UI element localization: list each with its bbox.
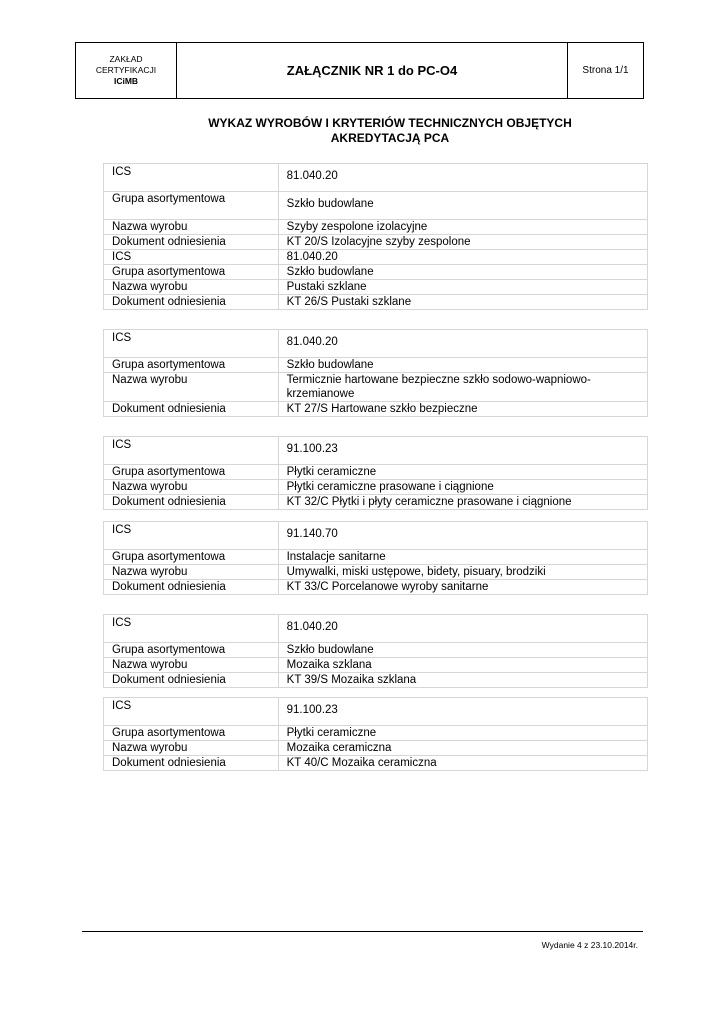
value-document: KT 20/S Izolacyjne szyby zespolone xyxy=(278,235,647,250)
value-group: Płytki ceramiczne xyxy=(278,465,647,480)
label-group: Grupa asortymentowa xyxy=(104,550,279,565)
value-product: Szyby zespolone izolacyjne xyxy=(278,220,647,235)
product-table-1 xyxy=(103,163,648,250)
value-document: KT 33/C Porcelanowe wyroby sanitarne xyxy=(278,580,647,595)
label-group: Grupa asortymentowa xyxy=(104,643,279,658)
product-table-2 xyxy=(103,249,648,310)
table-row-ics xyxy=(104,522,648,550)
product-table-7 xyxy=(103,697,648,771)
document-header xyxy=(75,42,644,99)
label-ics: ICS xyxy=(104,250,279,265)
table-row-group xyxy=(104,192,648,220)
value-product: Mozaika ceramiczna xyxy=(278,741,647,756)
document-title-line-2: AKREDYTACJĄ PCA xyxy=(330,131,450,145)
table-row-group xyxy=(104,358,648,373)
value-group: Instalacje sanitarne xyxy=(278,550,647,565)
label-document: Dokument odniesienia xyxy=(104,673,279,688)
label-ics: ICS xyxy=(104,615,279,643)
label-document: Dokument odniesienia xyxy=(104,235,279,250)
value-group: Szkło budowlane xyxy=(278,358,647,373)
label-product: Nazwa wyrobu xyxy=(104,480,279,495)
value-ics: 81.040.20 xyxy=(278,330,647,358)
label-document: Dokument odniesienia xyxy=(104,402,279,417)
table-row-document xyxy=(104,580,648,595)
label-document: Dokument odniesienia xyxy=(104,295,279,310)
value-group: Szkło budowlane xyxy=(278,192,647,220)
table-row-ics xyxy=(104,615,648,643)
value-document: KT 39/S Mozaika szklana xyxy=(278,673,647,688)
value-document: KT 27/S Hartowane szkło bezpieczne xyxy=(278,402,647,417)
table-row-ics xyxy=(104,250,648,265)
value-document: KT 40/C Mozaika ceramiczna xyxy=(278,756,647,771)
table-row-group xyxy=(104,265,648,280)
product-table-5 xyxy=(103,521,648,595)
table-row-document xyxy=(104,495,648,510)
edition-note: Wydanie 4 z 23.10.2014r. xyxy=(541,940,638,950)
certification-office xyxy=(76,43,177,98)
table-row-product xyxy=(104,280,648,295)
value-document: KT 26/S Pustaki szklane xyxy=(278,295,647,310)
label-ics: ICS xyxy=(104,437,279,465)
table-row-document xyxy=(104,402,648,417)
value-ics: 81.040.20 xyxy=(278,250,647,265)
product-table-4 xyxy=(103,436,648,510)
table-row-ics xyxy=(104,437,648,465)
product-table-6 xyxy=(103,614,648,688)
table-row-ics xyxy=(104,164,648,192)
table-row-document xyxy=(104,756,648,771)
table-row-product xyxy=(104,220,648,235)
value-product: Mozaika szklana xyxy=(278,658,647,673)
value-group: Szkło budowlane xyxy=(278,265,647,280)
value-ics: 81.040.20 xyxy=(278,615,647,643)
label-product: Nazwa wyrobu xyxy=(104,741,279,756)
label-ics: ICS xyxy=(104,698,279,726)
value-ics: 91.140.70 xyxy=(278,522,647,550)
label-group: Grupa asortymentowa xyxy=(104,465,279,480)
annex-title: ZAŁĄCZNIK NR 1 do PC-O4 xyxy=(286,63,458,78)
table-row-document xyxy=(104,235,648,250)
table-row-group xyxy=(104,550,648,565)
label-group: Grupa asortymentowa xyxy=(104,726,279,741)
table-row-ics xyxy=(104,330,648,358)
label-product: Nazwa wyrobu xyxy=(104,220,279,235)
label-document: Dokument odniesienia xyxy=(104,580,279,595)
label-product: Nazwa wyrobu xyxy=(104,565,279,580)
page-number: Strona 1/1 xyxy=(567,43,643,98)
label-ics: ICS xyxy=(104,330,279,358)
value-document: KT 32/C Płytki i płyty ceramiczne prasowane i ciągnione xyxy=(278,495,647,510)
label-document: Dokument odniesienia xyxy=(104,756,279,771)
label-group: Grupa asortymentowa xyxy=(104,358,279,373)
table-row-product xyxy=(104,565,648,580)
table-row-product xyxy=(104,658,648,673)
org-name: ICiMB xyxy=(113,76,139,86)
label-product: Nazwa wyrobu xyxy=(104,280,279,295)
table-row-group xyxy=(104,465,648,480)
table-row-group xyxy=(104,726,648,741)
label-ics: ICS xyxy=(104,522,279,550)
value-product: Umywalki, miski ustępowe, bidety, pisuary, brodziki xyxy=(278,565,647,580)
value-group: Szkło budowlane xyxy=(278,643,647,658)
org-line-2: CERTYFIKACJI xyxy=(95,65,157,75)
table-row-document xyxy=(104,673,648,688)
label-group: Grupa asortymentowa xyxy=(104,265,279,280)
label-group: Grupa asortymentowa xyxy=(104,192,279,220)
value-ics: 81.040.20 xyxy=(278,164,647,192)
document-title-line-1: WYKAZ WYROBÓW I KRYTERIÓW TECHNICZNYCH OBJĘTYCH xyxy=(208,116,572,130)
table-row-product xyxy=(104,741,648,756)
org-line-1: ZAKŁAD xyxy=(109,54,143,64)
value-product: Płytki ceramiczne prasowane i ciągnione xyxy=(278,480,647,495)
label-product: Nazwa wyrobu xyxy=(104,658,279,673)
value-ics: 91.100.23 xyxy=(278,698,647,726)
product-table-3 xyxy=(103,329,648,417)
table-row-product xyxy=(104,480,648,495)
table-row-product xyxy=(104,373,648,402)
value-ics: 91.100.23 xyxy=(278,437,647,465)
label-document: Dokument odniesienia xyxy=(104,495,279,510)
value-product: Termicznie hartowane bezpieczne szkło sodowo-wapniowo-krzemianowe xyxy=(278,373,647,402)
value-product: Pustaki szklane xyxy=(278,280,647,295)
document-title xyxy=(180,116,600,146)
table-row-ics xyxy=(104,698,648,726)
value-group: Płytki ceramiczne xyxy=(278,726,647,741)
table-row-document xyxy=(104,295,648,310)
footer-divider xyxy=(82,931,643,932)
label-product: Nazwa wyrobu xyxy=(104,373,279,402)
table-row-group xyxy=(104,643,648,658)
label-ics: ICS xyxy=(104,164,279,192)
